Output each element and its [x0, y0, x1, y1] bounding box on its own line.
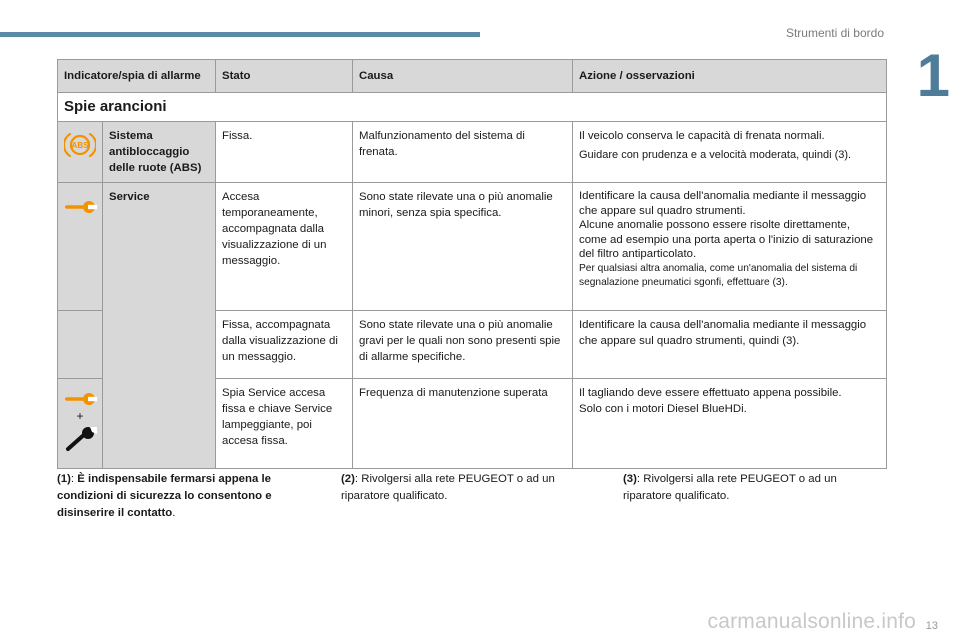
col-header-causa: Causa: [353, 60, 573, 93]
plus-sign: +: [76, 409, 84, 423]
category-row: [58, 93, 887, 122]
azione-cell: [573, 379, 887, 469]
col-header-stato: Stato: [216, 60, 353, 93]
abs-icon-label: ABS: [71, 141, 89, 151]
icon-cell-service: [58, 183, 103, 311]
footnote-3: [623, 471, 873, 505]
footnote-ref: (3): [623, 473, 637, 485]
causa-cell: Frequenza di manutenzione superata: [353, 379, 573, 469]
indicator-name-service: Service: [103, 183, 216, 469]
stato-cell: Fissa, accompagnata dalla visualizzazione di un messaggio.: [216, 311, 353, 379]
footnote-1: [57, 471, 307, 522]
footnote-text: Rivolgersi alla rete PEUGEOT o ad un riparatore qualificato.: [623, 473, 837, 502]
wrench-icon: [63, 199, 97, 215]
azione-text: Guidare con prudenza e a velocità moderata, quindi (3).: [579, 149, 852, 161]
footnote-end: .: [172, 507, 176, 519]
accent-bar: [0, 32, 480, 37]
causa-cell: Sono state rilevate una o più anomalie minori, senza spia specifica.: [353, 183, 573, 311]
col-header-azione: Azione / osservazioni: [573, 60, 887, 93]
category-title: Spie arancioni: [58, 93, 887, 122]
table-row: [58, 183, 887, 311]
azione-text: Il veicolo conserva le capacità di frenata normali.: [579, 130, 825, 142]
watermark: carmanualsonline.info: [707, 610, 916, 633]
indicator-name-abs: Sistema antibloccaggio delle ruote (ABS): [103, 122, 216, 183]
icon-cell-service-key: [58, 379, 103, 469]
stato-cell: Fissa.: [216, 122, 353, 183]
causa-cell: Sono state rilevate una o più anomalie gravi per le quali non sono presenti spie di allarme specifiche.: [353, 311, 573, 379]
azione-cell: [573, 183, 887, 311]
icon-cell-abs: [58, 122, 103, 183]
abs-warning-icon: [64, 130, 96, 160]
stato-cell: Accesa temporaneamente, accompagnata dalla visualizzazione di un messaggio.: [216, 183, 353, 311]
azione-cell: [573, 122, 887, 183]
azione-text: Identificare la causa dell'anomalia mediante il messaggio che appare sul quadro strumenti.: [579, 190, 867, 217]
footnote-sep: :: [636, 473, 644, 485]
azione-text: Il tagliando deve essere effettuato appena possibile.: [579, 387, 842, 399]
wrench-icon: [63, 391, 97, 407]
section-title: Strumenti di bordo: [785, 26, 884, 40]
table-row: [58, 122, 887, 183]
azione-text: Alcune anomalie possono essere risolte direttamente, come ad esempio una porta aperta o l'inizio di saturazione del filtro antiparticolato.: [579, 219, 874, 260]
footnote-text: È indispensabile fermarsi appena le condizioni di sicurezza lo consentono e disinserire il contatto: [57, 473, 272, 519]
stato-cell: Spia Service accesa fissa e chiave Service lampeggiante, poi accesa fissa.: [216, 379, 353, 469]
footnote-ref: (1): [57, 473, 71, 485]
footnote-sep: :: [354, 473, 362, 485]
azione-text: Solo con i motori Diesel BlueHDi.: [579, 403, 747, 415]
chapter-number: 1: [916, 42, 950, 109]
footnote-2: [341, 471, 591, 505]
azione-cell: Identificare la causa dell'anomalia mediante il messaggio che appare sul quadro strumenti, quindi (3).: [573, 311, 887, 379]
service-key-icon: [63, 427, 97, 453]
azione-text-small: Per qualsiasi altra anomalia, come un'anomalia del sistema di segnalazione pneumatici sgonfi, effettuare (3).: [579, 262, 858, 288]
col-header-indicator: Indicatore/spia di allarme: [58, 60, 216, 93]
table-header-row: [58, 60, 887, 93]
icon-cell-empty: [58, 311, 103, 379]
page-number: 13: [925, 620, 938, 632]
causa-cell: Malfunzionamento del sistema di frenata.: [353, 122, 573, 183]
warning-lights-table: [57, 59, 887, 469]
footnote-sep: :: [70, 473, 78, 485]
footnote-text: Rivolgersi alla rete PEUGEOT o ad un riparatore qualificato.: [341, 473, 555, 502]
footnote-ref: (2): [341, 473, 355, 485]
